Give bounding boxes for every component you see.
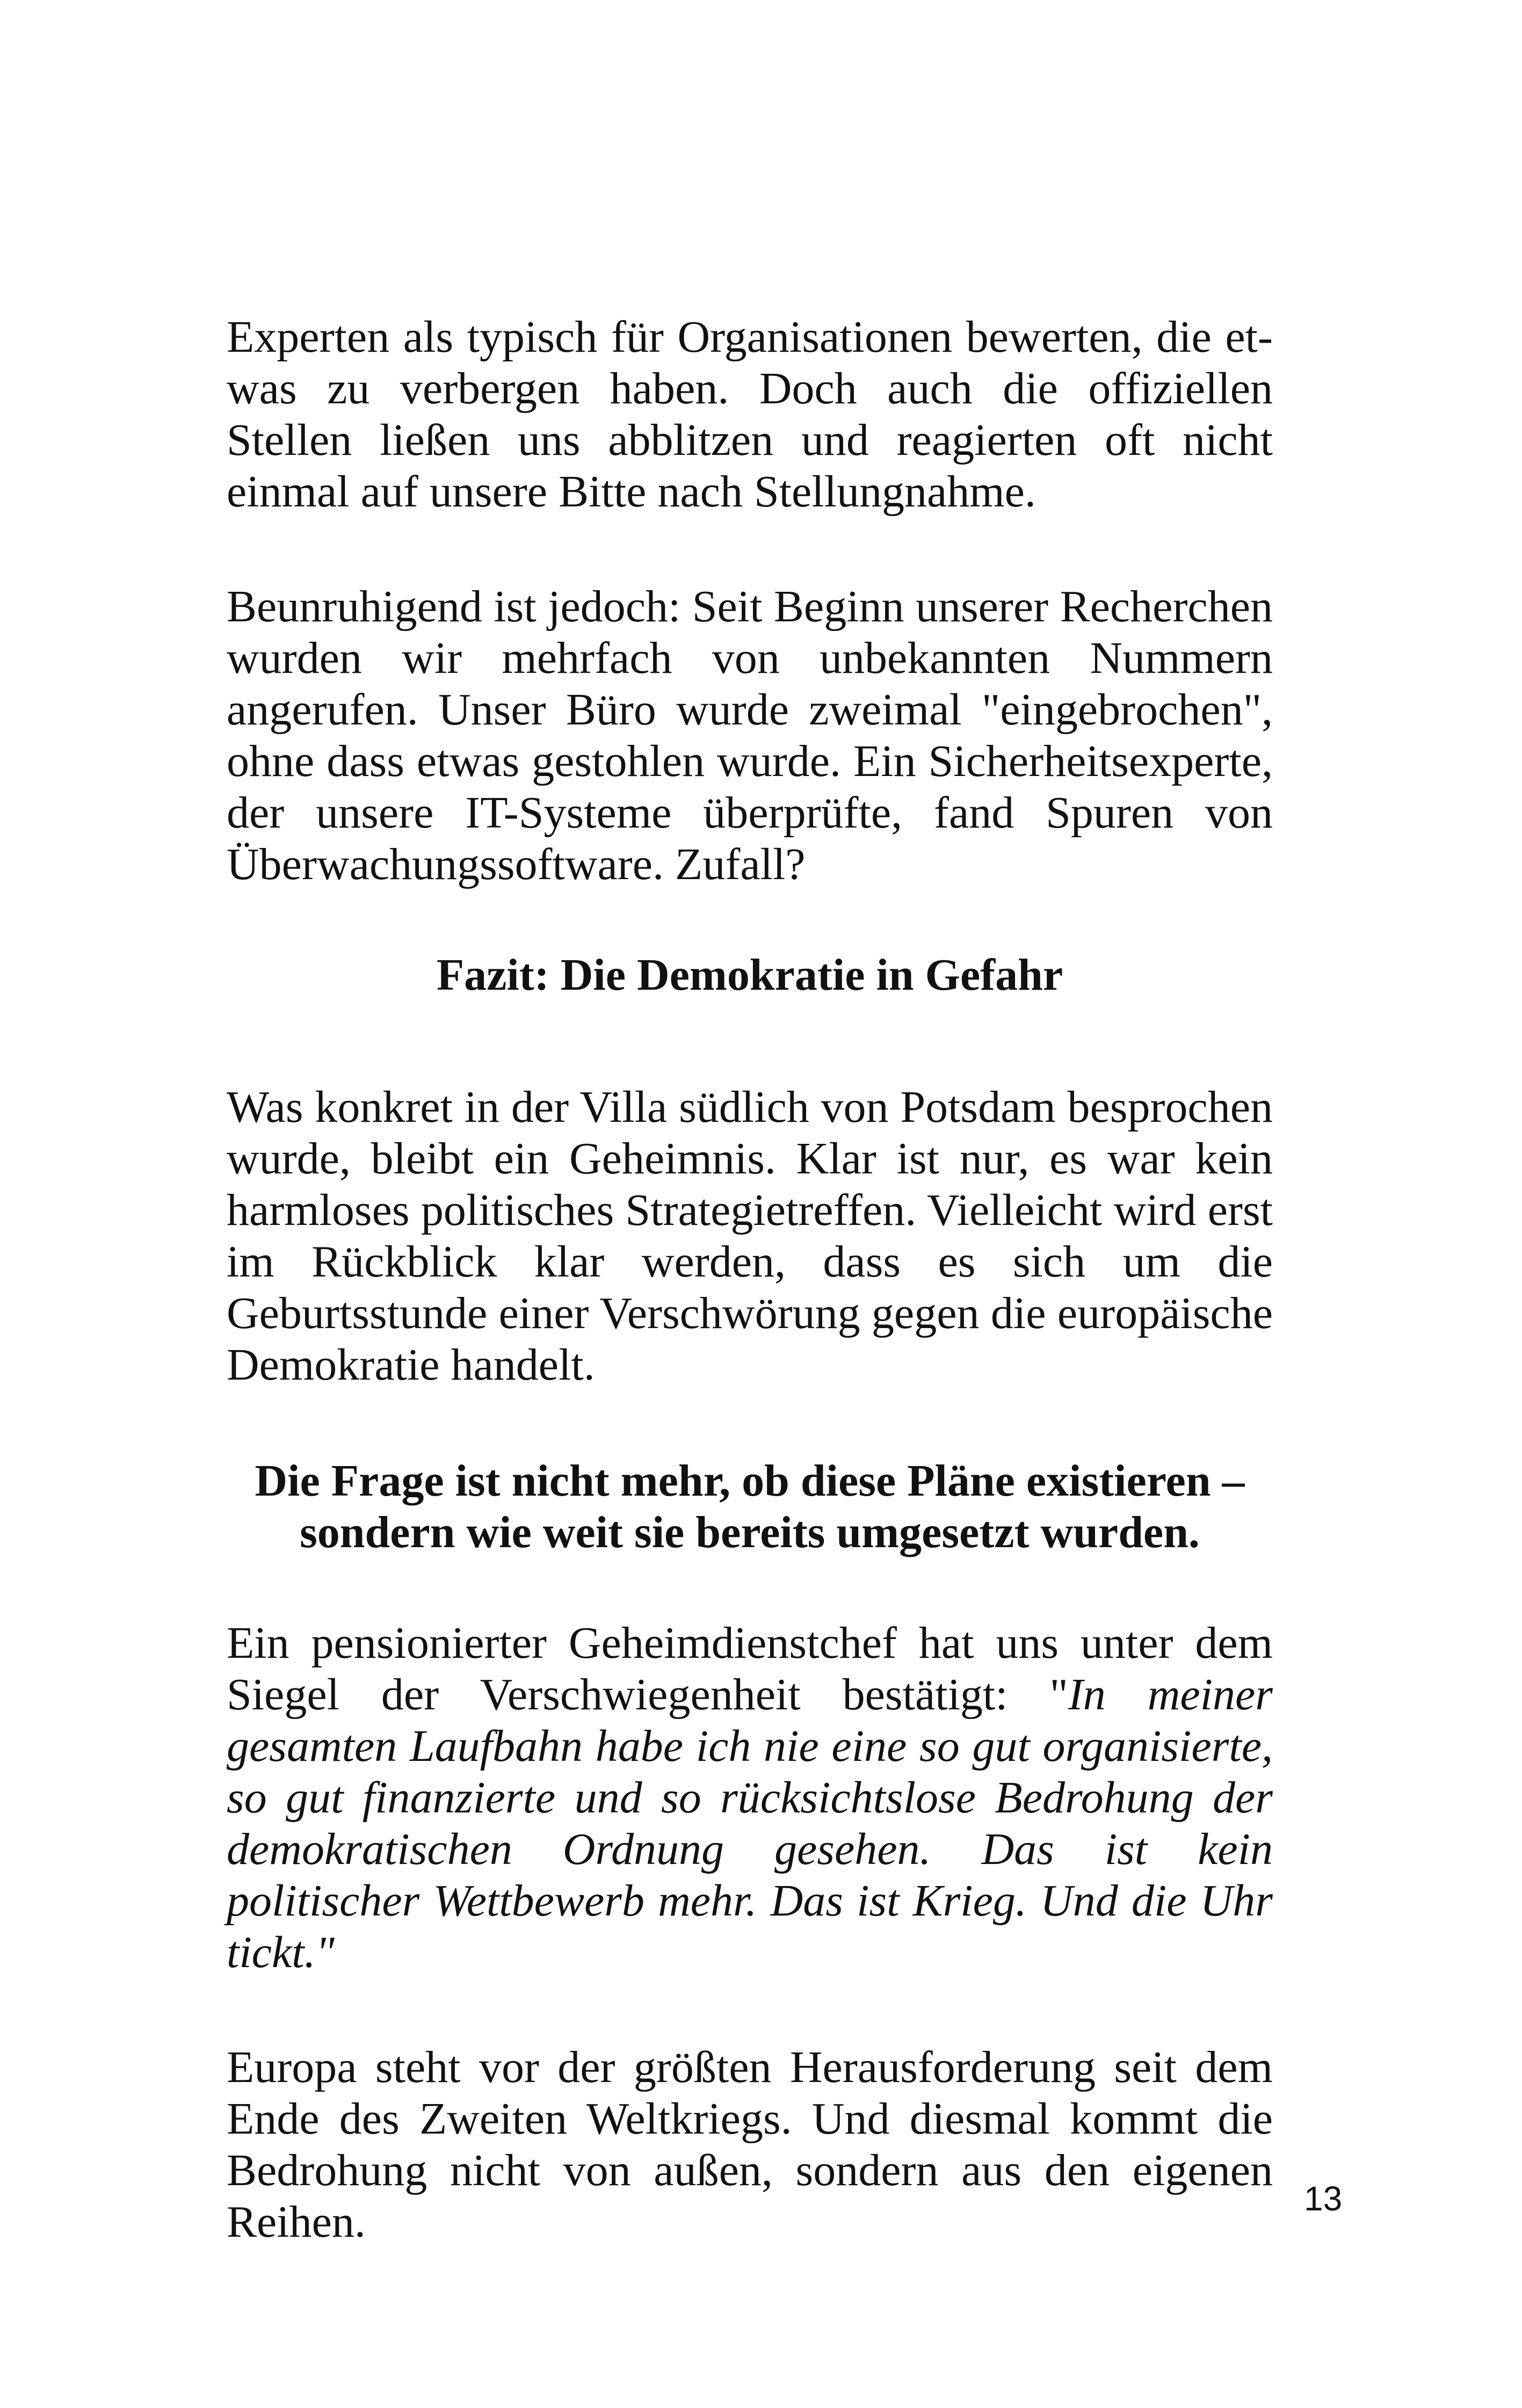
paragraph-4-intro: Ein pensionierter Geheimdienstchef hat uns unter dem Siegel der Verschwiegenheit bestätigt: " <box>227 1618 1273 1720</box>
emphasis-heading-line-2: sondern wie weit sie bereits umgesetzt wurden. <box>300 1507 1200 1557</box>
paragraph-3: Was konkret in der Villa südlich von Potsdam besprochen wurde, bleibt ein Geheimnis. Klar ist nur, es war kein harmloses politisches Strategietreffen. Vielleicht wird erst im Rückblick klar werden, dass es sich um die Geburtsstunde einer Verschwörung gegen die europäische Demokratie handelt. <box>227 1082 1273 1390</box>
page-number: 13 <box>1304 2179 1343 2218</box>
paragraph-1: Experten als typisch für Organisationen bewerten, die etwas zu verbergen haben. Doch auch die offiziellen Stellen ließen uns abblitzen und reagierten oft nicht einmal auf unsere Bitte nach Stellungnahme. <box>227 312 1273 517</box>
paragraph-4-quote: In meiner gesamten Laufbahn habe ich nie eine so gut organisierte, so gut finanzierte und so rücksichtslose Bedrohung der demokratischen Ordnung gesehen. Das ist kein politischer Wettbewerb mehr. Das ist Krieg. Und die Uhr tickt." <box>227 1670 1273 1977</box>
emphasis-heading-line-1: Die Frage ist nicht mehr, ob diese Pläne existieren – <box>255 1456 1245 1506</box>
emphasis-heading <box>227 1455 1273 1558</box>
paragraph-4 <box>227 1618 1273 1978</box>
paragraph-5: Europa steht vor der größten Herausforderung seit dem Ende des Zweiten Weltkriegs. Und diesmal kommt die Bedrohung nicht von außen, sondern aus den eigenen Reihen. <box>227 2042 1273 2247</box>
paragraph-2: Beunruhigend ist jedoch: Seit Beginn unserer Recherchen wurden wir mehrfach von unbekannten Nummern angerufen. Unser Büro wurde zweimal "eingebrochen", ohne dass etwas gestohlen wurde. Ein Sicherheitsexperte, der unsere IT-Systeme überprüfte, fand Spuren von Überwachungssoftware. Zufall? <box>227 582 1273 889</box>
section-heading-fazit: Fazit: Die Demokratie in Gefahr <box>436 950 1063 1000</box>
page-body <box>227 311 1273 2248</box>
